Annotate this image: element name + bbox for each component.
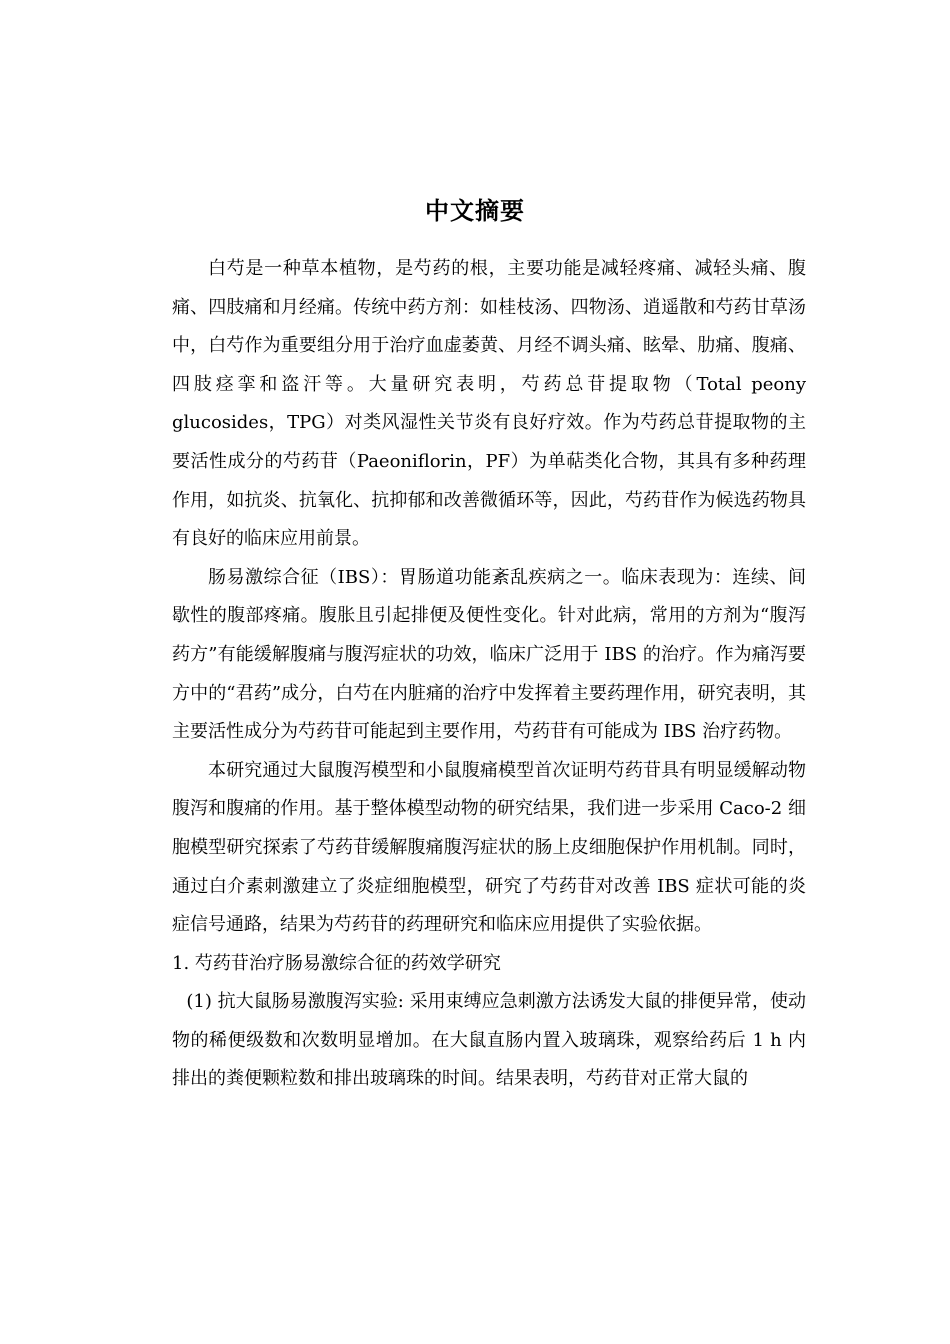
paragraph-ibs-intro: 肠易激综合征（IBS）：胃肠道功能紊乱疾病之一。临床表现为：连续、间歇性的腹部疼痛。腹胀且引起排便及便性变化。针对此病，常用的方剂为“腹泻药方”有能缓解腹痛与腹泻症状的功效，临床广泛用于 IBS 的治疗。作为痛泻要方中的“君药”成分，白芍在内脏痛的治疗中发挥着主要药理作用，研究表明，其主要活性成分为芍药苷可能起到主要作用，芍药苷有可能成为 IBS 治疗药物。 [172,566,806,743]
section-heading: 1. 芍药苷治疗肠易激综合征的药效学研究 [172,952,501,974]
paragraph-rat-diarrhea-experiment: (1) 抗大鼠肠易激腹泻实验: 采用束缚应急刺激方法诱发大鼠的排便异常，使动物的稀便级数和次数明显增加。在大鼠直肠内置入玻璃珠，观察给药后 1 h 内排出的粪便颗粒数和排出玻璃珠的时间。结果表明，芍药苷对正常大鼠的 [172,991,806,1090]
document-body [172,250,806,1099]
paragraph-baishao-intro: 白芍是一种草本植物，是芍药的根，主要功能是减轻疼痛、减轻头痛、腹痛、四肢痛和月经痛。传统中药方剂：如桂枝汤、四物汤、逍遥散和芍药甘草汤中，白芍作为重要组分用于治疗血虚萎黄、月经不调头痛、眩晕、肋痛、腹痛、四肢痉挛和盗汗等。大量研究表明，芍药总苷提取物（Total peony glucosides，TPG）对类风湿性关节炎有良好疗效。作为芍药总苷提取物的主要活性成分的芍药苷（Paeoniflorin，PF）为单萜类化合物，其具有多种药理作用，如抗炎、抗氧化、抗抑郁和改善微循环等，因此，芍药苷作为候选药物具有良好的临床应用前景。 [172,258,806,550]
page-title: 中文摘要 [425,196,525,225]
paragraph-study-summary: 本研究通过大鼠腹泻模型和小鼠腹痛模型首次证明芍药苷具有明显缓解动物腹泻和腹痛的作用。基于整体模型动物的研究结果，我们进一步采用 Caco-2 细胞模型研究探索了芍药苷缓解腹痛腹泻症状的肠上皮细胞保护作用机制。同时，通过白介素刺激建立了炎症细胞模型，研究了芍药苷对改善 IBS 症状可能的炎症信号通路，结果为芍药苷的药理研究和临床应用提供了实验依据。 [172,759,806,936]
